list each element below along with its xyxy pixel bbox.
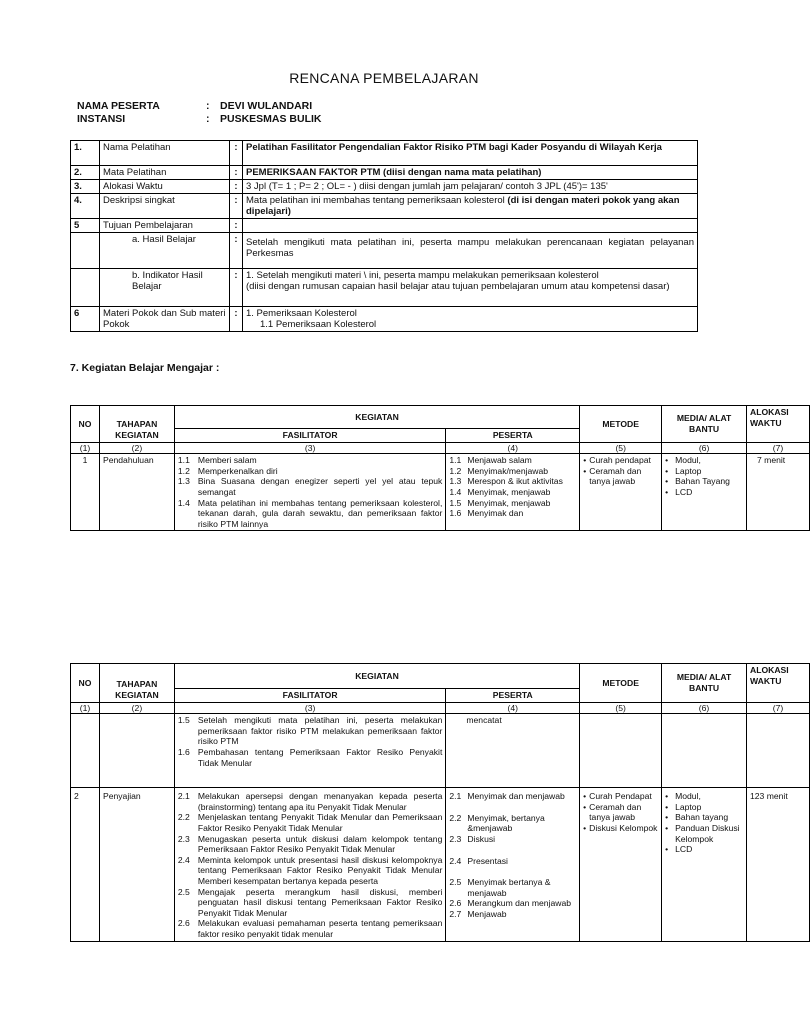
- list-item: • Modul,: [665, 455, 701, 466]
- num-cell: (2): [99, 702, 174, 714]
- col-metode: METODE: [580, 664, 662, 703]
- num-cell: (4): [446, 702, 580, 714]
- item-text: Menyimak dan menjawab: [467, 791, 565, 802]
- list-item: [178, 812, 442, 833]
- row-no: 2: [71, 788, 100, 941]
- list-item: [449, 856, 576, 867]
- row-metode: [580, 454, 662, 531]
- item-number: 1.2: [177, 465, 190, 476]
- item-text: Setelah mengikuti mata pelatihan ini, peserta melakukan pemeriksaan faktor risiko PTM melakukan pemeriksaan faktor risiko PTM: [197, 715, 443, 747]
- num-cell: (4): [446, 442, 580, 454]
- list-item: [178, 918, 442, 939]
- info-value: [243, 307, 698, 332]
- item-text: Ceramah dan tanya jawab: [589, 801, 642, 823]
- list-item: [178, 715, 442, 747]
- info-row: [71, 180, 698, 194]
- item-text: Bina Suasana dengan enegizer seperti yel yel atau tepuk semangat: [197, 476, 443, 497]
- num-cell: (5): [580, 442, 662, 454]
- section-7-heading: 7. Kegiatan Belajar Mengajar :: [70, 362, 220, 374]
- info-no: 5: [71, 219, 100, 233]
- item-number: 1.6: [177, 746, 190, 757]
- list-item: • Diskusi Kelompok: [583, 822, 658, 833]
- item-text: Laptop: [675, 465, 702, 476]
- item-text: Pembahasan tentang Pemeriksaan Faktor Resiko Penyakit Tidak Menular: [197, 746, 443, 768]
- list-item: [449, 498, 576, 509]
- item-text: Curah Pendapat: [589, 791, 652, 802]
- info-row: [71, 166, 698, 180]
- item-text: Melakukan evaluasi pemahaman peserta tentang pemeriksaan faktor resiko penyakit tidak menular: [197, 918, 443, 939]
- row-fasilitator: [174, 454, 445, 531]
- item-number: 1.2: [449, 465, 462, 476]
- col-tahapan: TAHAPAN KEGIATAN: [99, 406, 174, 443]
- num-cell: (6): [662, 442, 747, 454]
- item-text: Panduan Diskusi Kelompok: [675, 822, 740, 844]
- peserta-label: NAMA PESERTA: [77, 100, 160, 112]
- info-label: a. Hasil Belajar: [100, 233, 230, 269]
- item-number: 2.4: [449, 855, 462, 866]
- list-item: [449, 508, 576, 519]
- kbm-number-row: [71, 442, 810, 454]
- col-media: MEDIA/ ALAT BANTU: [662, 664, 747, 703]
- list-item: [449, 455, 576, 466]
- item-text: Mengajak peserta merangkum hasil diskusi, memberi penguatan hasil diskusi tentang Pemeriksaan Faktor Resiko Penyakit Tidak Menular: [197, 886, 443, 918]
- item-text: Diskusi: [467, 833, 496, 844]
- col-fasilitator: FASILITATOR: [174, 689, 445, 703]
- info-value: [243, 269, 698, 307]
- item-text: Menyimak bertanya & menjawab: [467, 877, 551, 898]
- info-sep: :: [230, 233, 243, 269]
- info-row: [71, 269, 698, 307]
- row-peserta: [446, 454, 580, 531]
- list-item: • Modul,: [665, 791, 701, 802]
- info-no: 4.: [71, 194, 100, 219]
- info-row: [71, 141, 698, 166]
- kbm-row: [71, 454, 810, 531]
- row-tahapan: Pendahuluan: [99, 454, 174, 531]
- row-fasilitator: [174, 714, 445, 788]
- item-text: Presentasi: [467, 855, 508, 866]
- item-text: Modul,: [675, 455, 701, 466]
- info-row: [71, 194, 698, 219]
- item-text: Menyimak dan: [467, 508, 524, 519]
- info-sep: :: [230, 269, 243, 307]
- item-number: 2.2: [449, 812, 462, 823]
- item-text: Merespon & ikut aktivitas: [467, 476, 563, 487]
- row-alokasi: [746, 714, 809, 788]
- item-text: Memperkenalkan diri: [197, 465, 278, 476]
- page-title: RENCANA PEMBELAJARAN: [289, 70, 479, 86]
- item-number: 1.4: [177, 497, 190, 508]
- instansi-value: PUSKESMAS BULIK: [220, 113, 322, 125]
- num-cell: (1): [71, 442, 100, 454]
- kbm-table-2: [70, 663, 810, 942]
- info-sep: :: [230, 219, 243, 233]
- info-sep: :: [230, 180, 243, 194]
- item-text: Menjawab salam: [467, 455, 532, 466]
- row-alokasi: 7 menit: [747, 454, 810, 531]
- info-value: Setelah mengikuti mata pelatihan ini, peserta mampu melakukan perencanaan kegiatan pelayanan Perkesmas: [243, 233, 698, 269]
- info-sep: :: [230, 194, 243, 219]
- item-number: 1.3: [449, 476, 462, 487]
- item-number: 2.7: [449, 908, 462, 919]
- info-sep: :: [230, 141, 243, 166]
- list-item: [178, 476, 442, 497]
- info-value: [243, 194, 698, 219]
- list-item: • LCD: [665, 844, 693, 855]
- item-text: Bahan Tayang: [675, 476, 730, 487]
- item-number: 2.5: [177, 886, 190, 897]
- num-cell: (2): [99, 442, 174, 454]
- num-cell: (3): [174, 442, 445, 454]
- info-sep: :: [230, 166, 243, 180]
- list-item: [178, 455, 442, 466]
- row-fasilitator: [174, 788, 445, 941]
- info-label: Nama Pelatihan: [100, 141, 230, 166]
- item-number: 1.5: [449, 497, 462, 508]
- item-number: 1.1: [177, 455, 190, 466]
- list-item: • Laptop: [665, 801, 702, 812]
- item-text: Mata pelatihan ini membahas tentang pemeriksaan kolesterol, tekanan darah, gula darah sewaktu, dan pemeriksaan faktor risiko PTM lainnya: [197, 497, 443, 529]
- item-text: Menyimak, menjawab: [467, 486, 551, 497]
- item-number: 2.6: [449, 898, 462, 909]
- item-number: 1.4: [449, 486, 462, 497]
- item-number: 1.1: [449, 455, 462, 466]
- item-number: 2.3: [449, 833, 462, 844]
- list-item: [449, 898, 576, 909]
- instansi-sep: :: [206, 113, 210, 125]
- list-item: [178, 887, 442, 919]
- info-value-note: (diisi dengan rumusan capaian hasil belajar atau tujuan pembelajaran umum atau kompetensi dasar): [246, 281, 670, 292]
- col-no: NO: [71, 664, 100, 703]
- item-text: Curah pendapat: [589, 455, 651, 466]
- row-no: [71, 714, 100, 788]
- info-row: [71, 233, 698, 269]
- item-number: 2.4: [177, 854, 190, 865]
- col-peserta: PESERTA: [446, 429, 580, 443]
- kbm-number-row: [71, 702, 810, 714]
- list-item: • Ceramah dan tanya jawab: [583, 802, 658, 823]
- list-item: • LCD: [665, 486, 693, 497]
- info-no: 3.: [71, 180, 100, 194]
- info-row: [71, 219, 698, 233]
- item-number: 1.5: [177, 715, 190, 726]
- col-alokasi: ALOKASI WAKTU: [747, 406, 810, 443]
- num-cell: (3): [174, 702, 445, 714]
- info-label: b. Indikator Hasil Belajar: [100, 269, 230, 307]
- num-cell: (1): [71, 702, 100, 714]
- col-tahapan: TAHAPAN KEGIATAN: [99, 664, 174, 703]
- item-number: 2.5: [449, 877, 462, 888]
- info-no: 1.: [71, 141, 100, 166]
- info-value-note: 1.1 Pemeriksaan Kolesterol: [260, 319, 377, 330]
- item-text: Memberi salam: [197, 455, 257, 466]
- list-item: [449, 877, 576, 898]
- num-cell: (5): [580, 702, 662, 714]
- info-value-note: (di isi dengan materi pokok yang akan dipelajari): [246, 195, 680, 217]
- item-text: LCD: [675, 486, 693, 497]
- item-number: 2.1: [177, 791, 190, 802]
- info-no: [71, 233, 100, 269]
- row-metode: [580, 788, 662, 941]
- item-text: Menyimak, menjawab: [467, 497, 551, 508]
- list-item: • Ceramah dan tanya jawab: [583, 466, 658, 487]
- info-label: Mata Pelatihan: [100, 166, 230, 180]
- list-item: [449, 476, 576, 487]
- peserta-sep: :: [206, 100, 210, 112]
- item-text: Menjelaskan tentang Penyakit Tidak Menular dan Pemeriksaan Faktor Resiko Penyakit Tidak Menular: [197, 812, 443, 833]
- instansi-label: INSTANSI: [77, 113, 126, 125]
- row-no: 1: [71, 454, 100, 531]
- col-media: MEDIA/ ALAT BANTU: [662, 406, 747, 443]
- info-row: [71, 307, 698, 332]
- list-item: [178, 834, 442, 855]
- col-alokasi: ALOKASI WAKTU: [746, 664, 809, 703]
- info-value: 3 Jpl (T= 1 ; P= 2 ; OL= - ) diisi dengan jumlah jam pelajaran/ contoh 3 JPL (45')= 135': [243, 180, 698, 194]
- col-kegiatan: KEGIATAN: [174, 406, 579, 429]
- info-value-text: Mata pelatihan ini membahas tentang pemeriksaan kolesterol: [246, 195, 508, 206]
- list-item: • Curah Pendapat: [583, 791, 652, 802]
- row-media: [662, 714, 747, 788]
- info-label: Tujuan Pembelajaran: [100, 219, 230, 233]
- list-item: [449, 813, 576, 834]
- col-no: NO: [71, 406, 100, 443]
- info-value: [243, 219, 698, 233]
- list-item: • Laptop: [665, 465, 702, 476]
- item-text: Menugaskan peserta untuk diskusi dalam kelompok tentang Pemeriksaan Faktor Resiko Penyakit Tidak Menular: [197, 833, 443, 855]
- item-text: Merangkum dan menjawab: [467, 898, 572, 909]
- kbm-header-row: [71, 664, 810, 689]
- row-alokasi: 123 menit: [746, 788, 809, 941]
- item-number: 2.1: [449, 791, 462, 802]
- num-cell: (7): [746, 702, 809, 714]
- item-number: 1.6: [449, 508, 462, 519]
- kbm-row: [71, 788, 810, 941]
- list-item: [178, 747, 442, 768]
- list-item: • Bahan tayang: [665, 812, 729, 823]
- item-text: Melakukan apersepsi dengan menanyakan kepada peserta (brainstorming) tentang apa itu Penyakit Tidak Menular: [197, 791, 443, 812]
- row-tahapan: Penyajian: [99, 788, 174, 941]
- kbm-header-row: [71, 406, 810, 429]
- item-text: Bahan tayang: [675, 812, 729, 823]
- row-tahapan: [99, 714, 174, 788]
- col-kegiatan: KEGIATAN: [174, 664, 579, 689]
- item-text: Modul,: [675, 791, 701, 802]
- info-value-text: 1. Setelah mengikuti materi \ ini, peserta mampu melakukan pemeriksaan kolesterol: [246, 270, 599, 281]
- peserta-value: DEVI WULANDARI: [220, 100, 313, 112]
- kbm-table-1: [70, 405, 810, 531]
- item-number: 2.6: [177, 918, 190, 929]
- row-peserta: mencatat: [446, 714, 580, 788]
- info-value: PEMERIKSAAN FAKTOR PTM (diisi dengan nama mata pelatihan): [243, 166, 698, 180]
- item-number: 2.2: [177, 812, 190, 823]
- info-label: Alokasi Waktu: [100, 180, 230, 194]
- info-label: Materi Pokok dan Sub materi Pokok: [100, 307, 230, 332]
- row-metode: [580, 714, 662, 788]
- info-no: [71, 269, 100, 307]
- row-peserta: [446, 788, 580, 941]
- info-no: 2.: [71, 166, 100, 180]
- row-media: [662, 454, 747, 531]
- item-text: Menjawab: [467, 908, 507, 919]
- list-item: [178, 791, 442, 812]
- num-cell: (7): [747, 442, 810, 454]
- item-number: 1.3: [177, 476, 190, 487]
- list-item: [449, 834, 576, 845]
- item-text: LCD: [675, 844, 693, 855]
- list-item: [449, 487, 576, 498]
- list-item: • Curah pendapat: [583, 455, 651, 466]
- item-text: Menyimak, bertanya &menjawab: [467, 812, 545, 834]
- list-item: [178, 498, 442, 530]
- kbm-row: [71, 714, 810, 788]
- row-media: [662, 788, 747, 941]
- item-text: Laptop: [675, 801, 702, 812]
- list-item: [449, 466, 576, 477]
- info-value: Pelatihan Fasilitator Pengendalian Faktor Risiko PTM bagi Kader Posyandu di Wilayah Kerja: [243, 141, 698, 166]
- item-text: Meminta kelompok untuk presentasi hasil diskusi kelompoknya tentang Pemeriksaan Faktor Resiko Penyakit Tidak Menular Memberi kesempatan bertanya kepada peserta: [197, 854, 443, 886]
- info-table: [70, 140, 698, 332]
- col-metode: METODE: [580, 406, 662, 443]
- list-item: [178, 855, 442, 887]
- list-item: [449, 791, 576, 802]
- item-text: Menyimak/menjawab: [467, 465, 549, 476]
- list-item: [178, 466, 442, 477]
- info-label: Deskripsi singkat: [100, 194, 230, 219]
- info-sep: :: [230, 307, 243, 332]
- list-item: • Bahan Tayang: [665, 476, 730, 487]
- num-cell: (6): [662, 702, 747, 714]
- item-number: 2.3: [177, 833, 190, 844]
- list-item: • Panduan Diskusi Kelompok: [665, 823, 743, 844]
- info-no: 6: [71, 307, 100, 332]
- col-peserta: PESERTA: [446, 689, 580, 703]
- info-value-text: 1. Pemeriksaan Kolesterol: [246, 308, 357, 319]
- col-fasilitator: FASILITATOR: [174, 429, 445, 443]
- item-text: Diskusi Kelompok: [589, 822, 658, 833]
- list-item: [449, 909, 576, 920]
- item-text: Ceramah dan tanya jawab: [589, 465, 642, 487]
